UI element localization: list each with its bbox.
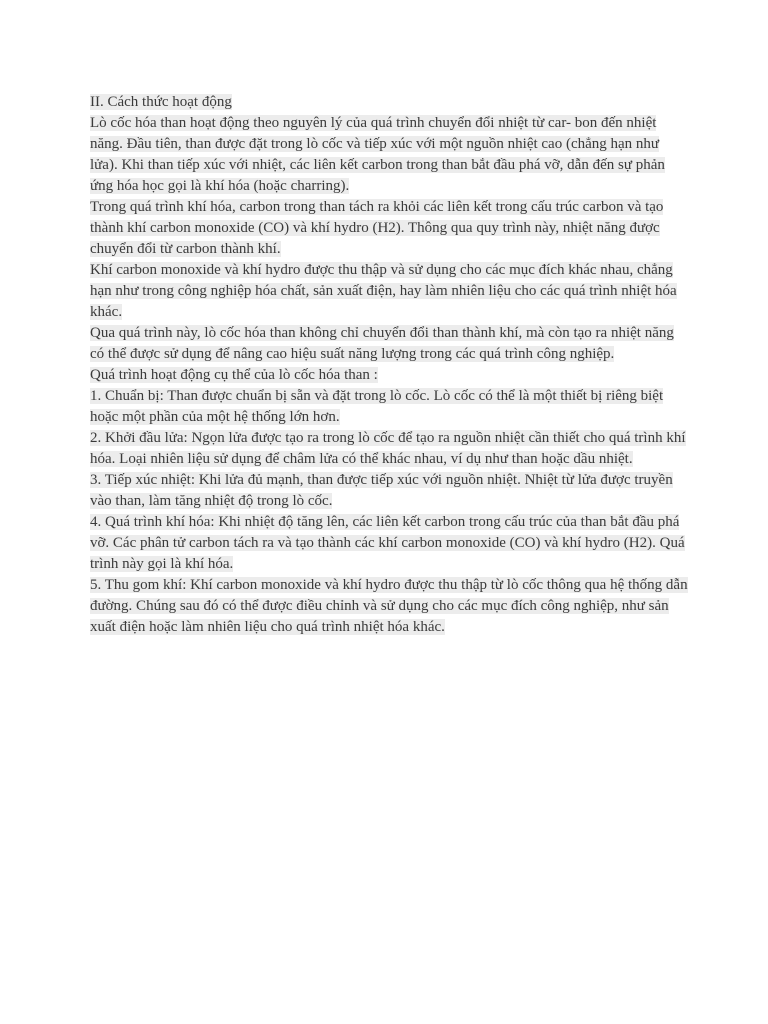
section-heading-text: II. Cách thức hoạt động [90,94,232,110]
paragraph-text: Qua quá trình này, lò cốc hóa than không chỉ chuyển đổi than thành khí, mà còn tạo ra nhiệt năng có thể được sử dụng để nâng cao hiệu suất năng lượng trong các quá trình công nghiệp. [90,325,674,362]
paragraph-text: Trong quá trình khí hóa, carbon trong than tách ra khỏi các liên kết trong cấu trúc carbon và tạo thành khí carbon monoxide (CO) và khí hydro (H2). Thông qua quy trình này, nhiệt năng được chuyển đổi từ carbon thành khí. [90,199,664,257]
process-step-text: 4. Quá trình khí hóa: Khi nhiệt độ tăng lên, các liên kết carbon trong cấu trúc của than bắt đầu phá vỡ. Các phân tử carbon tách ra và tạo thành các khí carbon monoxide (CO) và khí hydro (H2). Quá trình này gọi là khí hóa. [90,514,685,572]
process-step-3 [90,470,690,512]
paragraph-conclusion [90,323,690,365]
process-step-5 [90,575,690,638]
paragraph-gasification [90,197,690,260]
process-step-2 [90,428,690,470]
process-step-1 [90,386,690,428]
process-intro [90,365,690,386]
process-intro-text: Quá trình hoạt động cụ thể của lò cốc hóa than : [90,367,378,383]
paragraph-text: Khí carbon monoxide và khí hydro được thu thập và sử dụng cho các mục đích khác nhau, chẳng hạn như trong công nghiệp hóa chất, sản xuất điện, hay làm nhiên liệu cho các quá trình nhiệt hóa khác. [90,262,677,320]
paragraph-gas-usage [90,260,690,323]
process-step-text: 1. Chuẩn bị: Than được chuẩn bị sẵn và đặt trong lò cốc. Lò cốc có thể là một thiết bị riêng biệt hoặc một phần của một hệ thống lớn hơn. [90,388,664,425]
process-step-text: 2. Khởi đầu lửa: Ngọn lửa được tạo ra trong lò cốc để tạo ra nguồn nhiệt cần thiết cho quá trình khí hóa. Loại nhiên liệu sử dụng để châm lửa có thể khác nhau, ví dụ như than hoặc dầu nhiệt. [90,430,686,467]
process-step-text: 5. Thu gom khí: Khí carbon monoxide và khí hydro được thu thập từ lò cốc thông qua hệ thống dẫn đường. Chúng sau đó có thể được điều chỉnh và sử dụng cho các mục đích công nghiệp, như sản xuất điện hoặc làm nhiên liệu cho quá trình nhiệt hóa khác. [90,577,688,635]
document-body [90,92,690,638]
process-step-4 [90,512,690,575]
process-step-text: 3. Tiếp xúc nhiệt: Khi lửa đủ mạnh, than được tiếp xúc với nguồn nhiệt. Nhiệt từ lửa được truyền vào than, làm tăng nhiệt độ trong lò cốc. [90,472,673,509]
paragraph-principle [90,113,690,197]
section-heading [90,92,690,113]
paragraph-text: Lò cốc hóa than hoạt động theo nguyên lý của quá trình chuyển đổi nhiệt từ car- bon đến nhiệt năng. Đầu tiên, than được đặt trong lò cốc và tiếp xúc với một nguồn nhiệt cao (chẳng hạn như lửa). Khi than tiếp xúc với nhiệt, các liên kết carbon trong than bắt đầu phá vỡ, dẫn đến sự phản ứng hóa học gọi là khí hóa (hoặc charring). [90,115,665,194]
